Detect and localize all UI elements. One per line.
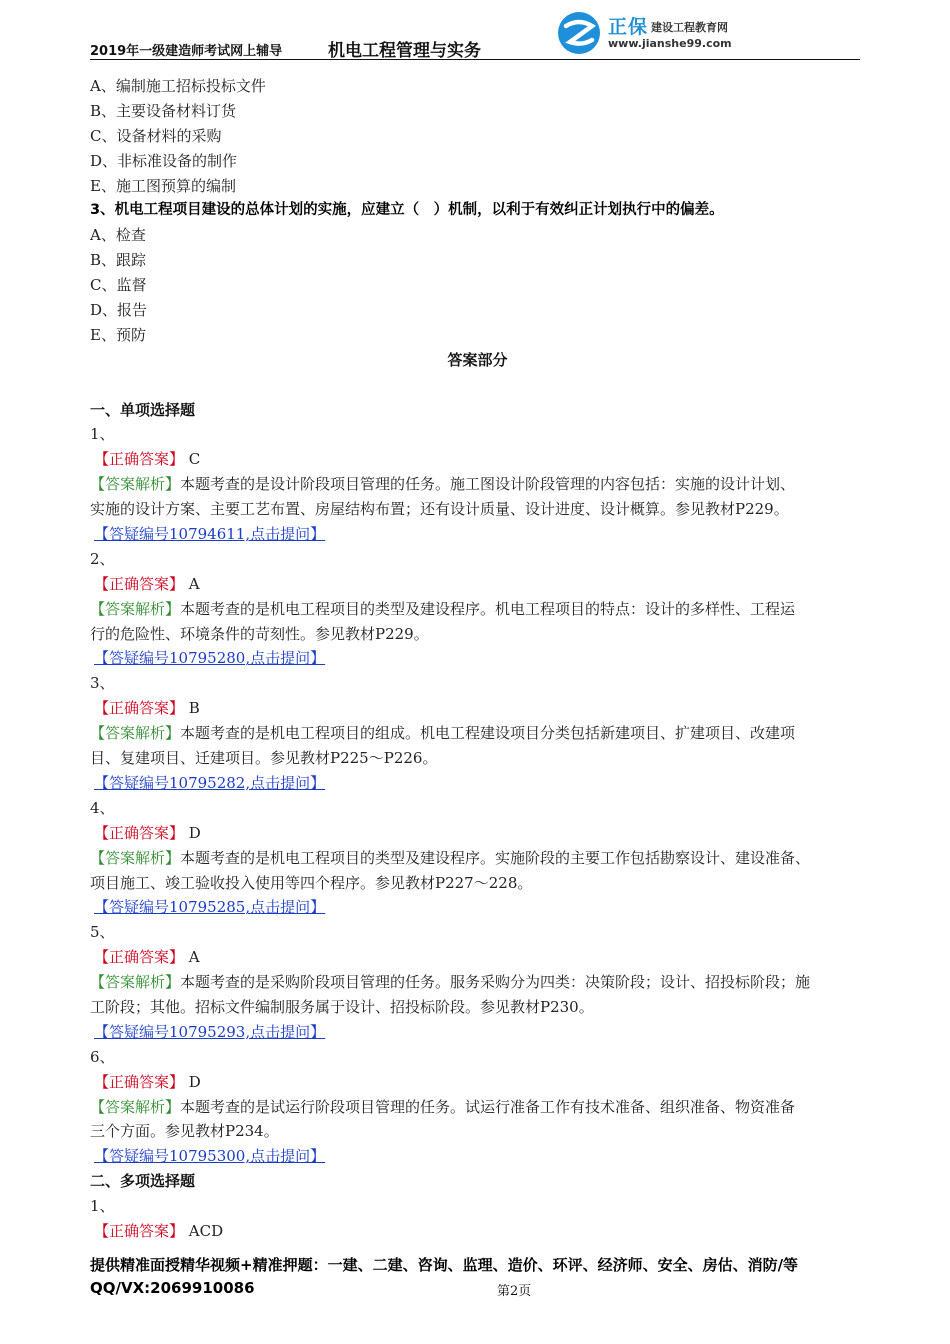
analysis-continued: 三个方面。参见教材P234。	[90, 1122, 279, 1141]
answer-number: 4、	[90, 798, 115, 817]
analysis-label: 【答案解析】	[90, 724, 181, 743]
analysis-continued: 实施的设计方案、主要工艺布置、房屋结构布置；还有设计质量、设计进度、设计概算。参见教材P229。	[90, 500, 789, 519]
analysis-text: 本题考查的是机电工程项目的类型及建设程序。实施阶段的主要工作包括勘察设计、建设准备、	[180, 848, 811, 867]
answer-number: 5、	[90, 923, 115, 942]
logo-swirl-icon	[556, 10, 602, 56]
answer-number: 3、	[90, 674, 115, 693]
option-line: D、非标准设备的制作	[90, 151, 238, 170]
question-link-line	[90, 522, 865, 547]
option-line: C、监督	[90, 276, 147, 295]
page-header	[90, 10, 860, 60]
ask-question-link[interactable]: 【答疑编号10795285,点击提问】	[94, 898, 326, 917]
correct-answer-label: 【正确答案】	[94, 574, 185, 593]
question-link-line	[90, 1144, 865, 1169]
analysis-continued: 项目施工、竣工验收投入使用等四个程序。参见教材P227～228。	[90, 873, 533, 892]
correct-answer-value: C	[184, 450, 201, 469]
correct-answer-value: A	[184, 948, 200, 967]
logo-url: www.jianshe99.com	[608, 37, 732, 50]
question-3: 3、机电工程项目建设的总体计划的实施，应建立（ ）机制，以利于有效纠正计划执行中的偏差。	[90, 202, 724, 219]
multi-answer-list	[90, 1194, 865, 1244]
single-choice-heading: 一、单项选择题	[90, 400, 196, 419]
document-body	[90, 74, 865, 1244]
ask-question-link[interactable]: 【答疑编号10795280,点击提问】	[94, 649, 326, 668]
analysis-label: 【答案解析】	[90, 1097, 181, 1116]
correct-answer-line	[90, 1070, 865, 1095]
header-divider	[90, 59, 860, 60]
spacer	[90, 373, 865, 398]
option-line: B、主要设备材料订货	[90, 101, 237, 120]
option-line: A、编制施工招标投标文件	[90, 77, 266, 95]
answer-section-title: 答案部分	[447, 350, 508, 369]
ask-question-link[interactable]: 【答疑编号10795300,点击提问】	[94, 1147, 326, 1166]
option-line: E、施工图预算的编制	[90, 176, 236, 195]
correct-answer-line	[90, 945, 865, 970]
logo-subtitle: 建设工程教育网	[651, 21, 728, 34]
logo-brand: 正保	[608, 16, 649, 38]
page-number: 第2页	[497, 1284, 532, 1299]
ask-question-link[interactable]: 【答疑编号10795293,点击提问】	[94, 1022, 326, 1041]
correct-answer-label: 【正确答案】	[94, 1221, 185, 1240]
single-answer-list	[90, 422, 865, 1169]
answer-number: 1、	[90, 1197, 115, 1216]
option-line: B、跟踪	[90, 251, 147, 270]
correct-answer-label: 【正确答案】	[94, 699, 185, 718]
question-link-line	[90, 646, 865, 671]
correct-answer-line	[90, 821, 865, 846]
question-link-line	[90, 1020, 865, 1045]
site-logo[interactable]	[556, 10, 796, 54]
analysis-label: 【答案解析】	[90, 475, 181, 494]
analysis-label: 【答案解析】	[90, 848, 181, 867]
analysis-line	[90, 721, 865, 746]
answer-number: 1、	[90, 425, 115, 444]
correct-answer-value: A	[184, 574, 200, 593]
ask-question-link[interactable]: 【答疑编号10794611,点击提问】	[94, 525, 326, 544]
correct-answer-line	[90, 696, 865, 721]
answer-number: 2、	[90, 549, 115, 568]
option-line: D、报告	[90, 301, 148, 320]
correct-answer-value: B	[184, 699, 200, 718]
correct-answer-value: D	[184, 1072, 201, 1091]
analysis-line	[90, 472, 865, 497]
analysis-line	[90, 846, 865, 871]
analysis-text: 本题考查的是机电工程项目的组成。机电工程建设项目分类包括新建项目、扩建项目、改建项	[180, 724, 796, 743]
footer-contact: QQ/VX:2069910086	[90, 1279, 255, 1297]
ask-question-link[interactable]: 【答疑编号10795282,点击提问】	[94, 773, 326, 792]
analysis-text: 本题考查的是设计阶段项目管理的任务。施工图设计阶段管理的内容包括：实施的设计计划、	[180, 475, 796, 494]
analysis-text: 本题考查的是机电工程项目的类型及建设程序。机电工程项目的特点：设计的多样性、工程运	[180, 599, 796, 618]
exam-name: 2019年一级建造师考试网上辅导	[90, 44, 283, 59]
correct-answer-value: ACD	[184, 1221, 224, 1240]
analysis-text: 本题考查的是采购阶段项目管理的任务。服务采购分为四类：决策阶段；设计、招投标阶段；施	[180, 973, 811, 992]
course-title: 机电工程管理与实务	[328, 41, 481, 61]
correct-answer-line	[90, 447, 865, 472]
correct-answer-line	[90, 572, 865, 597]
analysis-line	[90, 1095, 865, 1120]
answer-number: 6、	[90, 1047, 115, 1066]
analysis-line	[90, 970, 865, 995]
correct-answer-label: 【正确答案】	[94, 823, 185, 842]
analysis-continued: 行的危险性、环境条件的苛刻性。参见教材P229。	[90, 624, 429, 643]
correct-answer-value: D	[184, 823, 201, 842]
analysis-label: 【答案解析】	[90, 599, 181, 618]
option-line: C、设备材料的采购	[90, 126, 222, 145]
correct-answer-label: 【正确答案】	[94, 450, 185, 469]
correct-answer-label: 【正确答案】	[94, 1072, 185, 1091]
option-line: E、预防	[90, 325, 146, 344]
correct-answer-line	[90, 1219, 865, 1244]
analysis-label: 【答案解析】	[90, 973, 181, 992]
footer-promo: 提供精准面授精华视频+精准押题：一建、二建、咨询、监理、造价、环评、经济师、安全、房估、消防/等	[90, 1256, 799, 1274]
analysis-continued: 目、复建项目、迁建项目。参见教材P225～P226。	[90, 749, 438, 768]
question-link-line	[90, 771, 865, 796]
analysis-continued: 工阶段；其他。招标文件编制服务属于设计、招投标阶段。参见教材P230。	[90, 997, 594, 1016]
multi-choice-heading: 二、多项选择题	[90, 1172, 196, 1191]
question-link-line	[90, 895, 865, 920]
analysis-text: 本题考查的是试运行阶段项目管理的任务。试运行准备工作有技术准备、组织准备、物资准备	[180, 1097, 796, 1116]
option-line: A、检查	[90, 226, 146, 245]
correct-answer-label: 【正确答案】	[94, 948, 185, 967]
analysis-line	[90, 597, 865, 622]
